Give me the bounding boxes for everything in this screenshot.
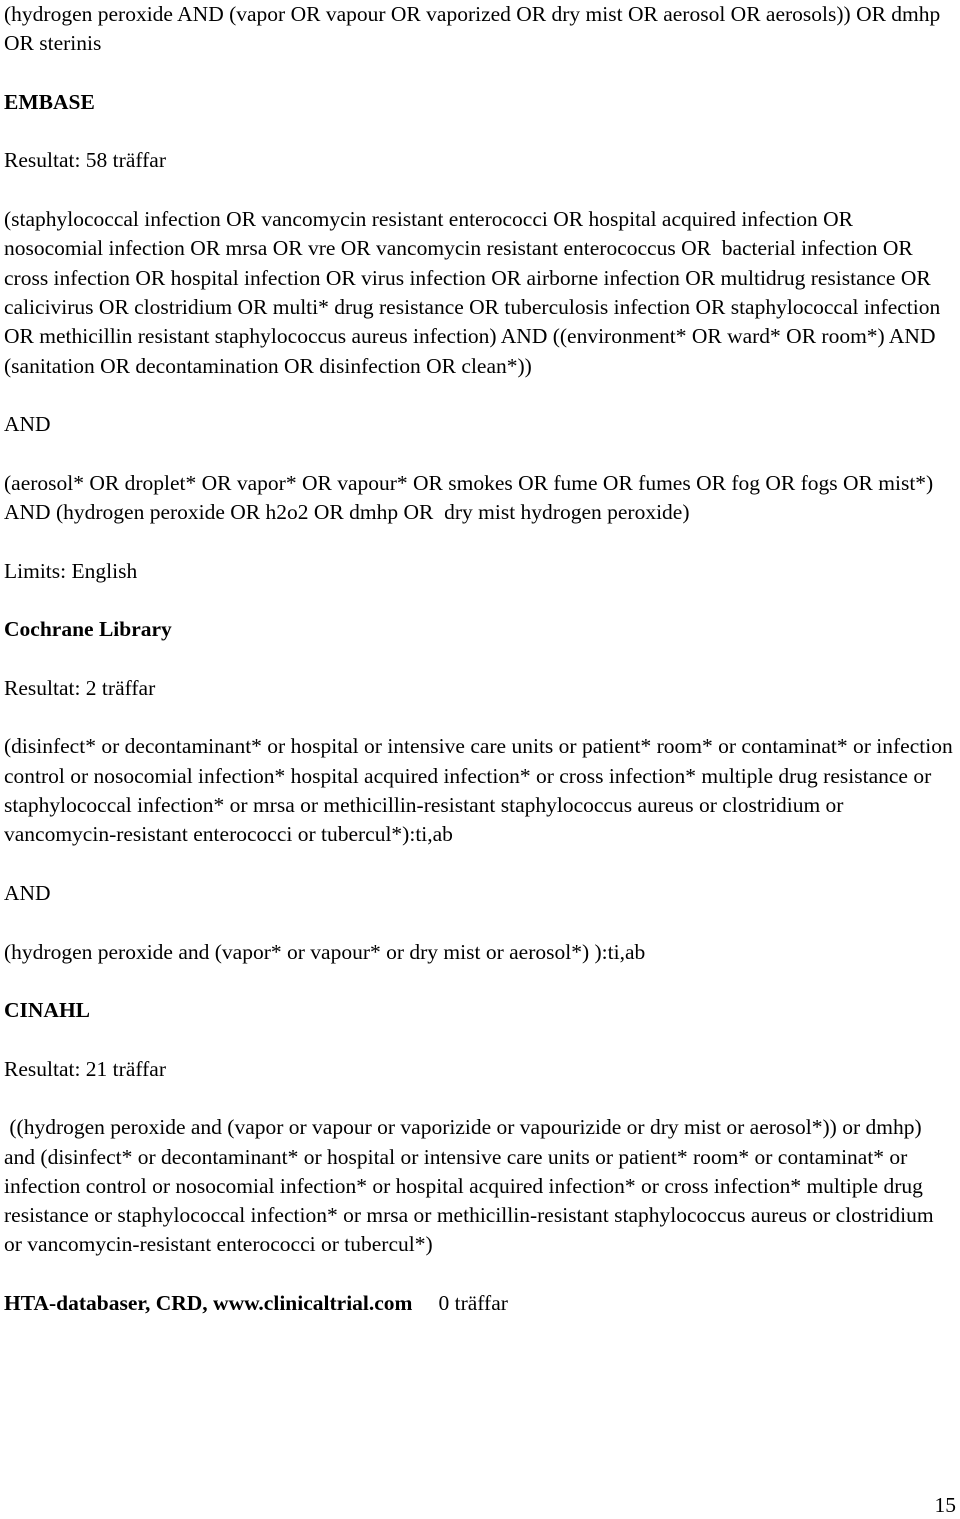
- cochrane-heading: Cochrane Library: [4, 617, 172, 642]
- embase-query-2: (aerosol* OR droplet* OR vapor* OR vapour* OR smokes OR fume OR fumes OR fog OR fogs OR mist*) AND (hydrogen peroxide OR h2o2 OR dmhp OR dry mist hydrogen peroxide): [4, 470, 938, 525]
- hta-line: [4, 1289, 954, 1318]
- page-number: 15: [934, 1493, 956, 1517]
- hta-heading: HTA-databaser, CRD, www.clinicaltrial.com: [4, 1291, 413, 1316]
- pubmed-query-tail: (hydrogen peroxide AND (vapor OR vapour OR vaporized OR dry mist OR aerosol OR aerosols)) OR dmhp OR sterinis: [4, 2, 946, 56]
- embase-operator: AND: [4, 412, 51, 437]
- cochrane-results: Resultat: 2 träffar: [4, 675, 156, 700]
- cochrane-operator: AND: [4, 880, 51, 905]
- hta-results: 0 träffar: [438, 1291, 508, 1316]
- embase-results: Resultat: 58 träffar: [4, 148, 166, 173]
- cinahl-results: Resultat: 21 träffar: [4, 1056, 166, 1081]
- embase-heading: EMBASE: [4, 89, 95, 114]
- cochrane-query-2: (hydrogen peroxide and (vapor* or vapour* or dry mist or aerosol*) ):ti,ab: [4, 939, 646, 964]
- cinahl-heading: CINAHL: [4, 998, 91, 1023]
- embase-query-1: (staphylococcal infection OR vancomycin resistant enterococci OR hospital acquired infection OR nosocomial infection OR mrsa OR vre OR vancomycin resistant enterococcus OR bacterial infection OR cross infection OR hospital infection OR virus infection OR airborne infection OR multidrug resistance OR calicivirus OR clostridium OR multi* drug resistance OR tuberculosis infection OR staphylococcal infection OR methicillin resistant staphylococcus aureus infection) AND ((environment* OR ward* OR room*) AND (sanitation OR decontamination OR disinfection OR clean*)): [4, 207, 946, 378]
- document-page: [4, 0, 959, 1318]
- embase-limits: Limits: English: [4, 558, 138, 583]
- cochrane-query-1: (disinfect* or decontaminant* or hospital or intensive care units or patient* room* or contaminat* or infection control or nosocomial infection* hospital acquired infection* or cross infection* multiple drug resistance or staphylococcal infection* or mrsa or methicillin-resistant staphylococcus aureus or clostridium or vancomycin-resistant enterococci or tubercul*):ti,ab: [4, 734, 959, 847]
- cinahl-query: ((hydrogen peroxide and (vapor or vapour or vaporizide or vapourizide or dry mist or aerosol*)) or dmhp) and (disinfect* or decontaminant* or hospital or intensive care units or patient* room* or contaminat* or infection control or nosocomial infection* or hospital acquired infection* or cross infection* multiple drug resistance or staphylococcal infection* or mrsa or methicillin-resistant staphylococcus aureus or clostridium or vancomycin-resistant enterococci or tubercul*): [4, 1115, 939, 1257]
